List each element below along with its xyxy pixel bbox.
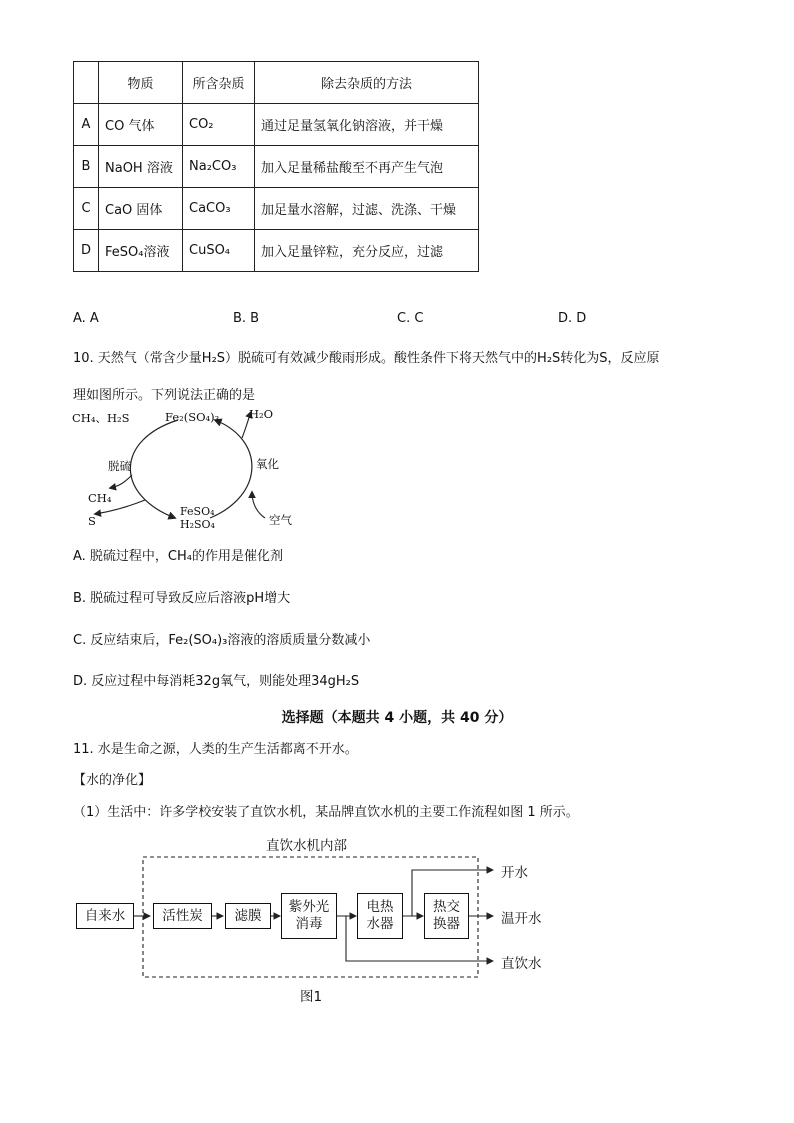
flow-box-uv-line2: 消毒 xyxy=(295,916,323,932)
row-method: 加足量水溶解，过滤、洗涤、干燥 xyxy=(255,188,479,230)
ch4-out-arrow xyxy=(110,475,132,488)
table-row xyxy=(74,146,479,188)
q10-option-a[interactable]: A. 脱硫过程中，CH₄的作用是催化剂 xyxy=(73,549,283,564)
oxidation-arc xyxy=(210,420,252,518)
row-letter: A xyxy=(74,104,99,146)
q10-stem-line1: 10. 天然气（常含少量H₂S）脱硫可有效减少酸雨形成。酸性条件下将天然气中的H₂S转化为S，反应原 xyxy=(73,351,660,366)
q11-part1: （1）生活中：许多学校安装了直饮水机，某品牌直饮水机的主要工作流程如图 1 所示。 xyxy=(73,805,579,820)
flow-output-direct: 直饮水 xyxy=(501,956,542,972)
table-header-cell: 除去杂质的方法 xyxy=(255,62,479,104)
diagram-top-center: Fe₂(SO₄)₃ xyxy=(165,410,220,424)
row-substance: FeSO₄溶液 xyxy=(99,230,183,272)
row-method: 加入足量锌粒，充分反应，过滤 xyxy=(255,230,479,272)
q9-table xyxy=(73,61,479,272)
q9-option-b[interactable]: B. B xyxy=(233,311,260,326)
flow-box-uv xyxy=(281,893,337,939)
flow-output-boiling: 开水 xyxy=(501,865,528,881)
diagram-bottom-center1: FeSO₄ xyxy=(180,505,215,518)
q9-option-a[interactable]: A. A xyxy=(73,311,99,326)
row-method: 加入足量稀盐酸至不再产生气泡 xyxy=(255,146,479,188)
table-header-cell xyxy=(74,62,99,104)
air-in-arrow xyxy=(252,492,265,518)
flow-box-membrane: 滤膜 xyxy=(225,903,271,929)
flow-output-warm: 温开水 xyxy=(501,911,542,927)
row-impurity: CaCO₃ xyxy=(183,188,255,230)
row-impurity: Na₂CO₃ xyxy=(183,146,255,188)
table-row xyxy=(74,230,479,272)
q10-option-b[interactable]: B. 脱硫过程可导致反应后溶液pH增大 xyxy=(73,591,291,606)
q10-option-d[interactable]: D. 反应过程中每消耗32g氧气，则能处理34gH₂S xyxy=(73,674,360,689)
table-header-row xyxy=(74,62,479,104)
flow-box-uv-line1: 紫外光 xyxy=(288,899,330,915)
fig1-inner-title: 直饮水机内部 xyxy=(266,838,347,854)
table-header-cell: 物质 xyxy=(99,62,183,104)
row-impurity: CO₂ xyxy=(183,104,255,146)
row-substance: CaO 固体 xyxy=(99,188,183,230)
q10-option-c[interactable]: C. 反应结束后，Fe₂(SO₄)₃溶液的溶质质量分数减小 xyxy=(73,633,371,648)
q9-option-d[interactable]: D. D xyxy=(558,311,587,326)
diagram-top-left: CH₄、H₂S xyxy=(72,411,130,425)
table-row xyxy=(74,188,479,230)
flow-box-source: 自来水 xyxy=(76,903,134,929)
diagram-left-label: 脱硫 xyxy=(108,459,131,473)
table-header-cell: 所含杂质 xyxy=(183,62,255,104)
row-method: 通过足量氢氧化钠溶液，并干燥 xyxy=(255,104,479,146)
row-letter: D xyxy=(74,230,99,272)
flow-box-heater xyxy=(357,893,403,939)
flow-box-activated-carbon: 活性炭 xyxy=(153,903,212,929)
flow-box-exchanger-line2: 换器 xyxy=(433,916,460,932)
q11-stem: 11. 水是生命之源，人类的生产生活都离不开水。 xyxy=(73,742,358,757)
diagram-right-in: 空气 xyxy=(269,513,292,527)
diagram-left-out1: CH₄ xyxy=(88,491,112,505)
diagram-bottom-center2: H₂SO₄ xyxy=(180,518,215,531)
section-title: 选择题（本题共 4 小题，共 40 分） xyxy=(281,710,513,726)
row-substance: CO 气体 xyxy=(99,104,183,146)
q9-option-c[interactable]: C. C xyxy=(397,311,424,326)
row-impurity: CuSO₄ xyxy=(183,230,255,272)
row-letter: B xyxy=(74,146,99,188)
flow-box-exchanger-line1: 热交 xyxy=(433,899,460,915)
diagram-right-label: 氧化 xyxy=(256,457,279,471)
flow-box-heater-line2: 水器 xyxy=(366,916,394,932)
flow-box-heater-line1: 电热 xyxy=(366,899,394,915)
diagram-top-right: H₂O xyxy=(249,407,274,421)
q11-subheading: 【水的净化】 xyxy=(73,773,152,788)
row-substance: NaOH 溶液 xyxy=(99,146,183,188)
table-row xyxy=(74,104,479,146)
flow-box-heat-exchanger xyxy=(424,893,469,939)
q10-stem-line2: 理如图所示。下列说法正确的是 xyxy=(73,388,256,403)
row-letter: C xyxy=(74,188,99,230)
diagram-left-out2: S xyxy=(88,514,96,528)
fig1-caption: 图1 xyxy=(300,989,323,1005)
